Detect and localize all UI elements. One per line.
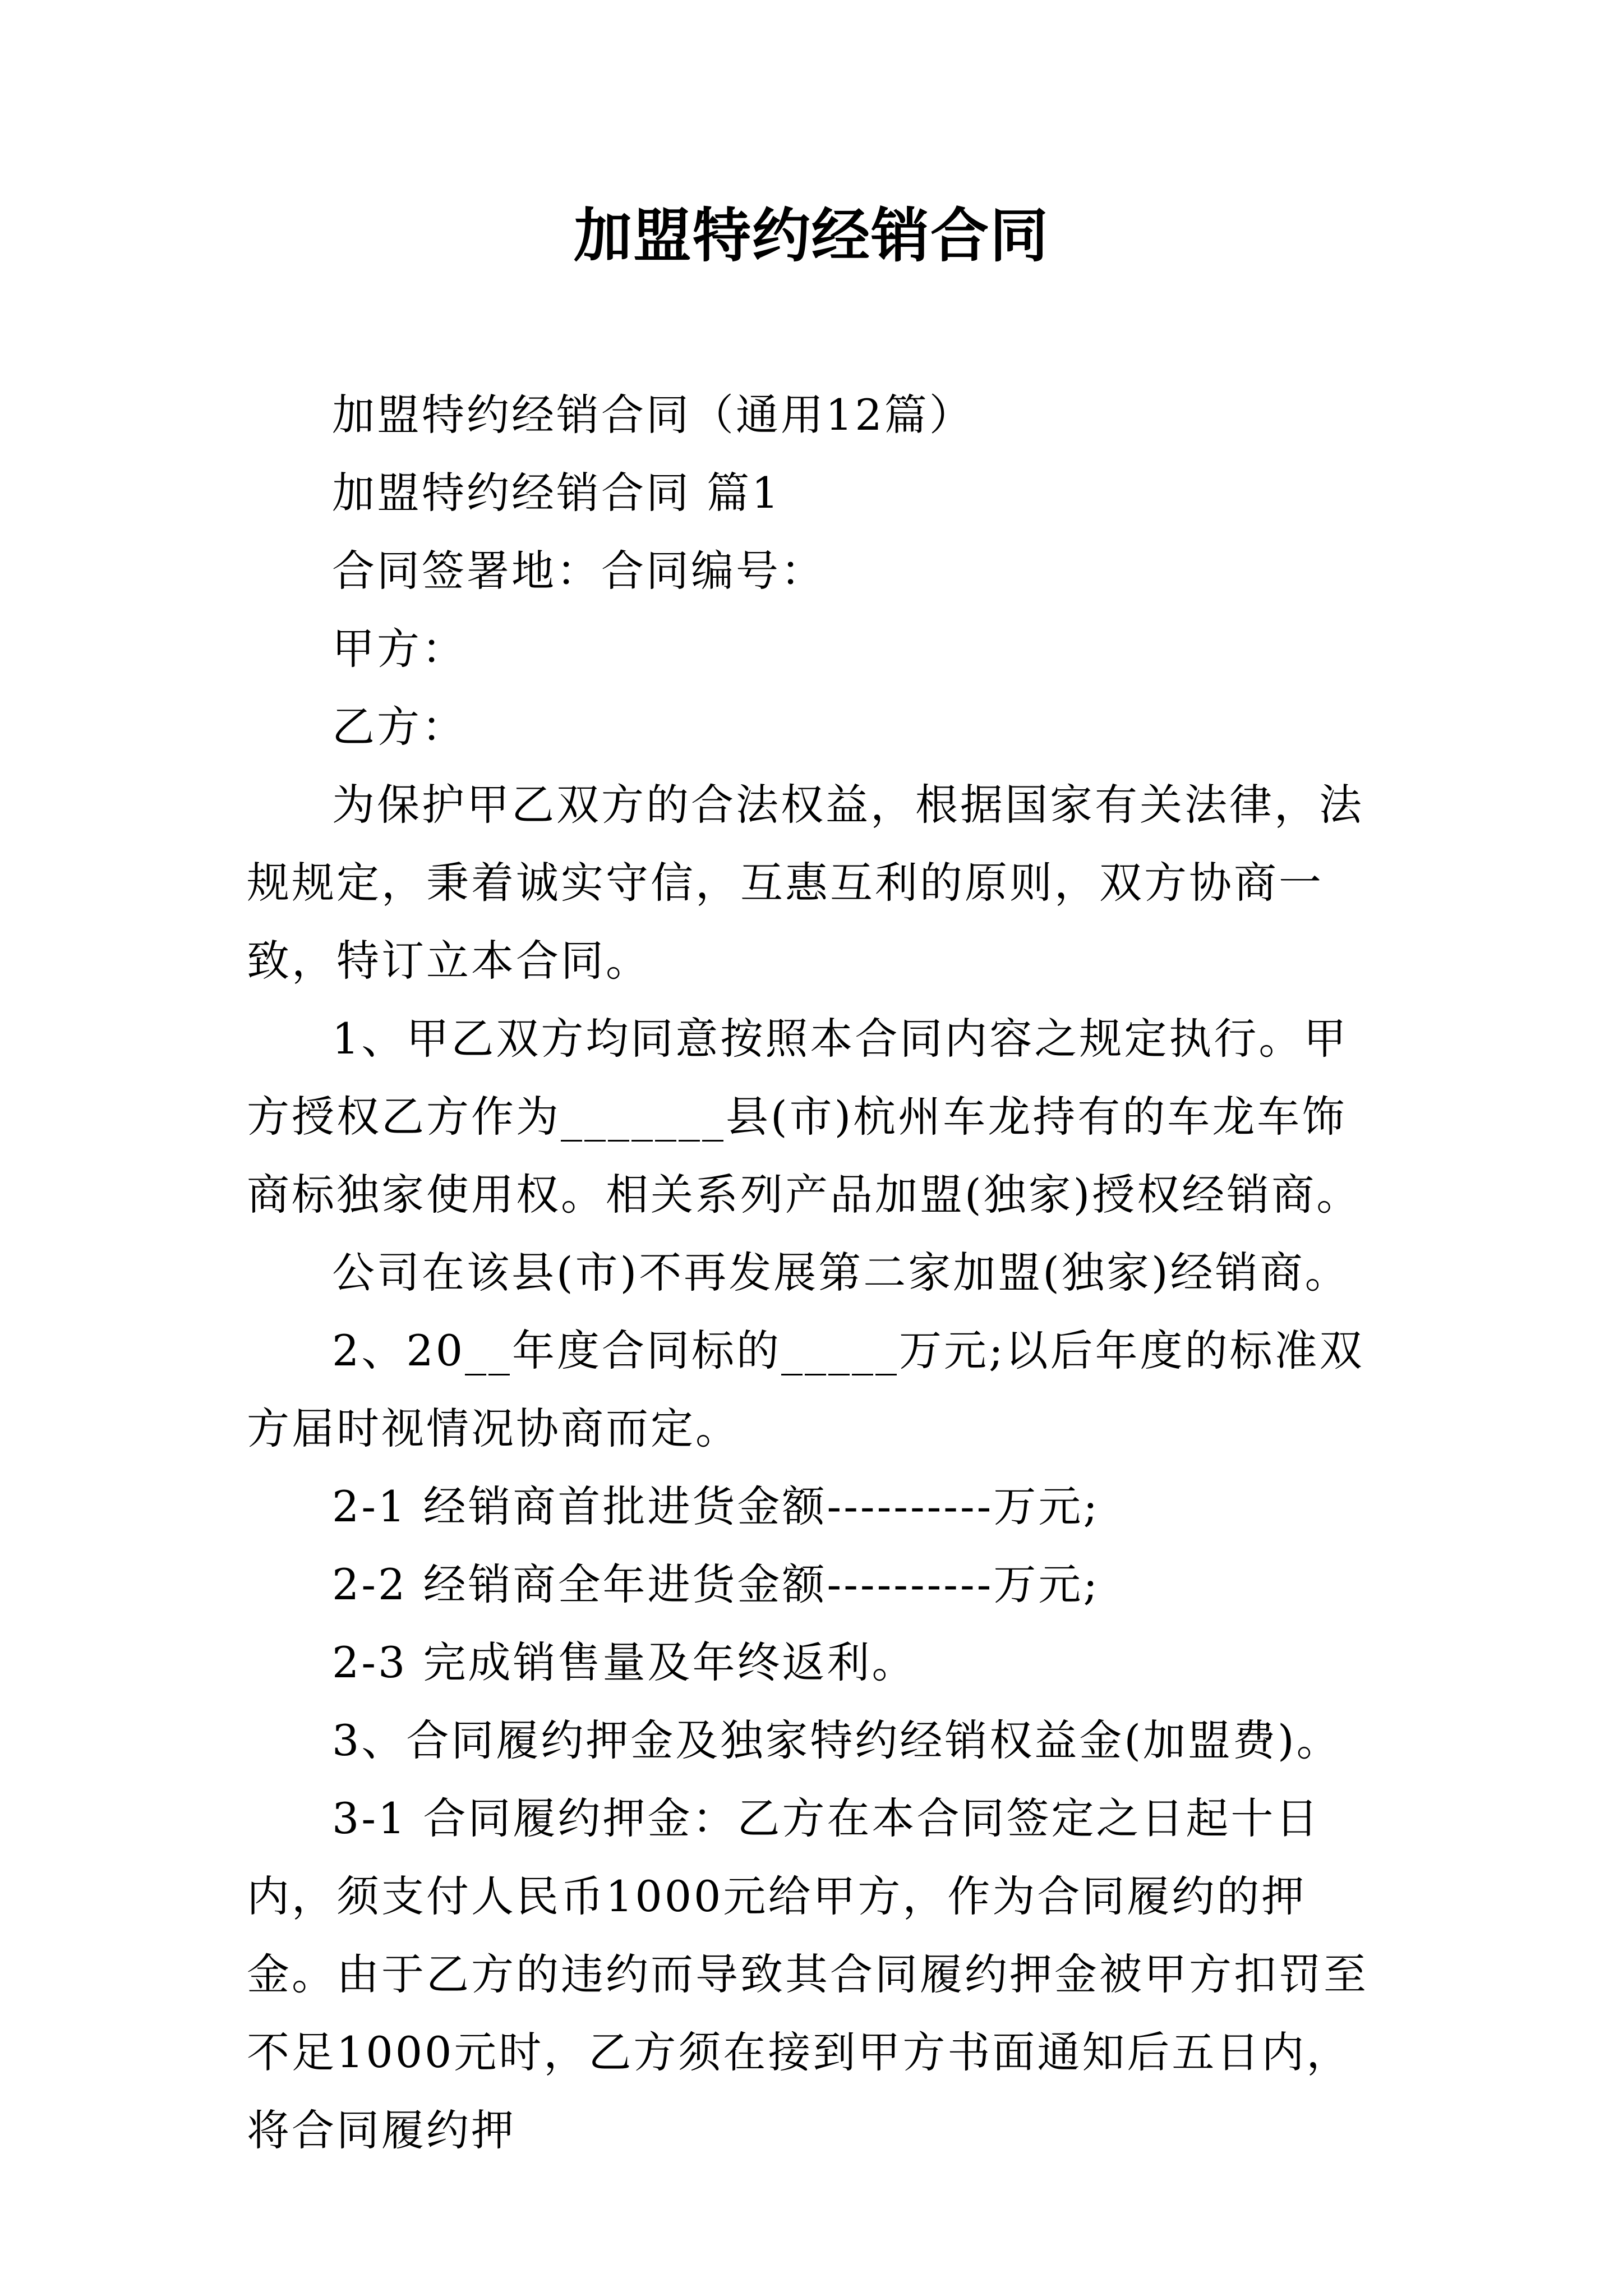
paragraph-clause-2: 2、20__年度合同标的_____万元;以后年度的标准双方届时视情况协商而定。 [247,1326,1364,1453]
document-body [247,376,1391,2169]
paragraph-clause-3: 3、合同履约押金及独家特约经销权益金(加盟费)。 [332,1715,1341,1765]
paragraph-clause-1-note: 公司在该县(市)不再发展第二家加盟(独家)经销商。 [332,1248,1350,1297]
paragraph-preamble: 为保护甲乙双方的合法权益，根据国家有关法律，法规规定，秉着诚实守信，互惠互利的原则，双方协商一致，特订立本合同。 [247,780,1364,986]
paragraph-clause-1: 1、甲乙双方均同意按照本合同内容之规定执行。甲方授权乙方作为_______县(市)杭州车龙持有的车龙车饰商标独家使用权。相关系列产品加盟(独家)授权经销商。 [247,1014,1362,1220]
paragraph-clause-2-1: 2-1 经销商首批进货金额----------万元; [332,1481,1100,1531]
paragraph-clause-3-1: 3-1 合同履约押金：乙方在本合同签定之日起十日内，须支付人民币1000元给甲方，作为合同履约的押金。由于乙方的违约而导致其合同履约押金被甲方扣罚至不足1000元时，乙方须在接到甲方书面通知后五日内，将合同履约押 [247,1793,1368,2155]
paragraph-subtitle: 加盟特约经销合同（通用12篇） [332,390,974,440]
paragraph-party-a: 甲方： [332,624,467,674]
paragraph-signing-place: 合同签署地：合同编号： [332,546,826,596]
paragraph-section-heading: 加盟特约经销合同 篇1 [332,468,781,518]
document-title: 加盟特约经销合同 [573,201,1049,270]
paragraph-clause-2-2: 2-2 经销商全年进货金额----------万元; [332,1559,1100,1609]
paragraph-party-b: 乙方： [332,702,467,752]
paragraph-clause-2-3: 2-3 完成销售量及年终返利。 [332,1637,917,1687]
